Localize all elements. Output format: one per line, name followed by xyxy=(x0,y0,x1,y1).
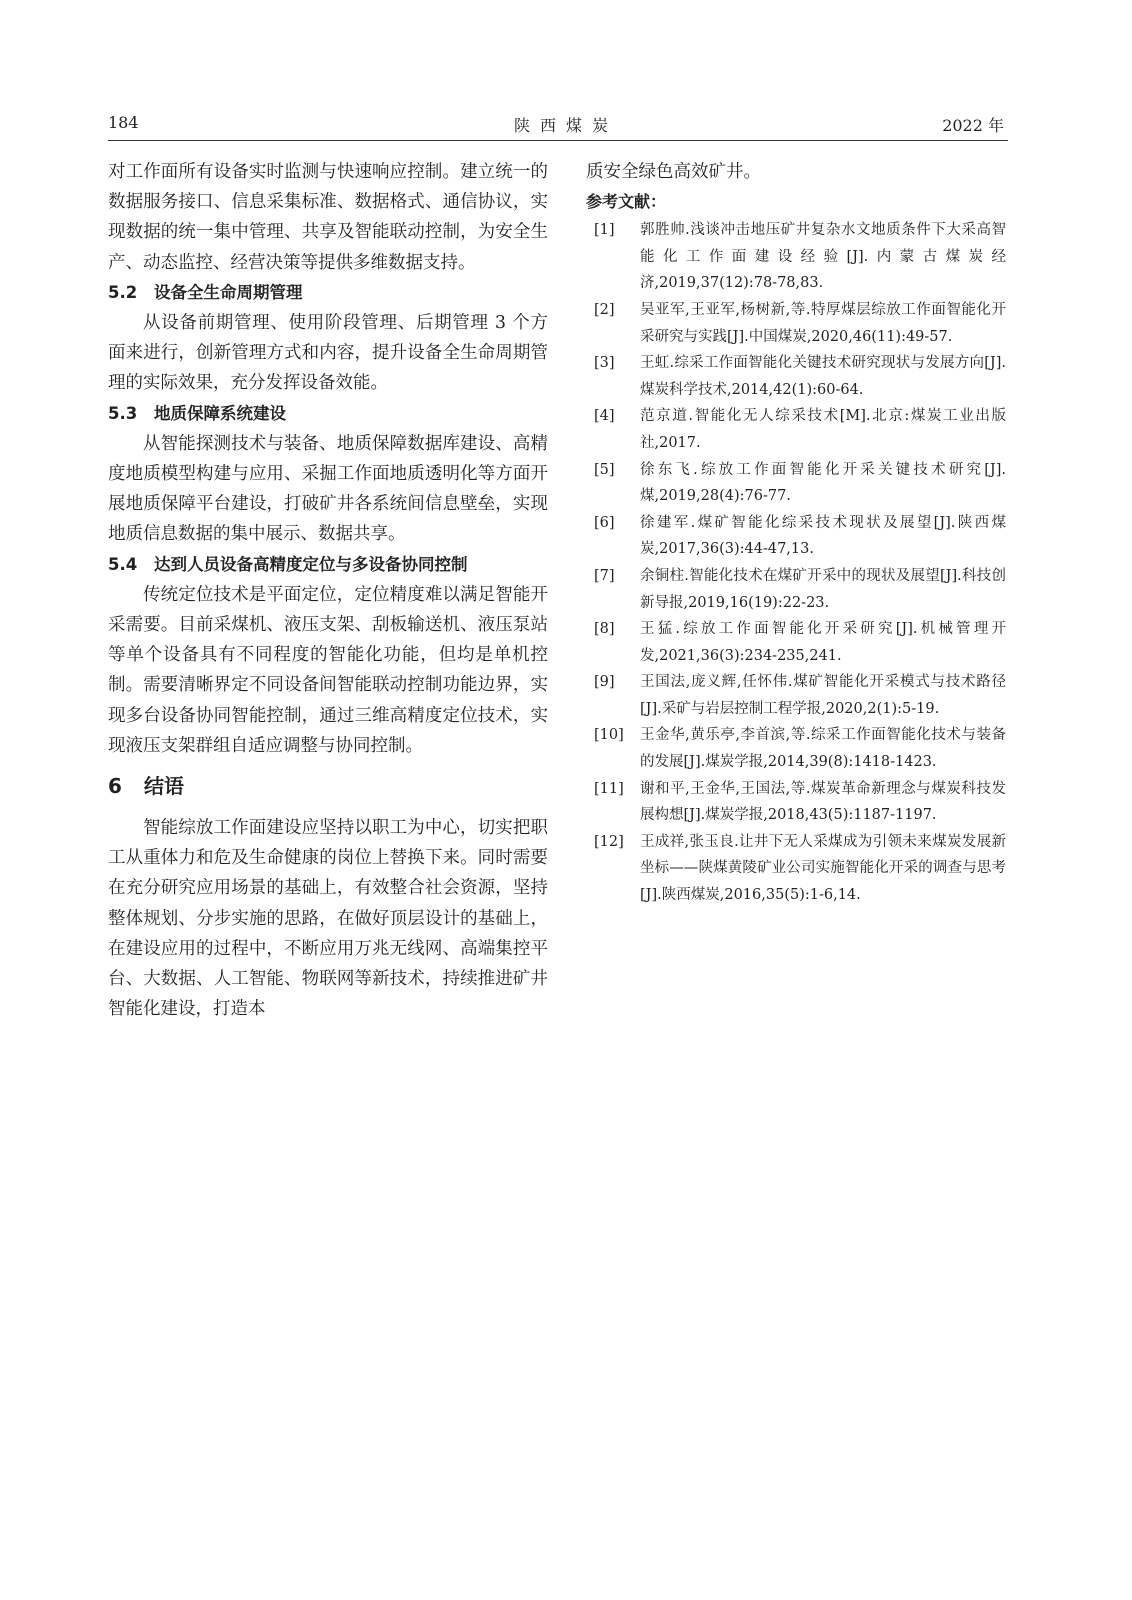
reference-text: 徐东飞.综放工作面智能化开采关键技术研究[J].煤,2019,28(4):76-77. xyxy=(640,461,1006,505)
section-6-heading xyxy=(108,769,548,803)
page-number: 184 xyxy=(108,113,139,132)
reference-text: 谢和平,王金华,王国法,等.煤炭革命新理念与煤炭科技发展构想[J].煤炭学报,2018,43(5):1187-1197. xyxy=(640,780,1006,824)
reference-item xyxy=(586,297,1006,350)
continued-paragraph: 质安全绿色高效矿井。 xyxy=(586,162,761,182)
reference-item xyxy=(586,669,1006,722)
section-title: 设备全生命周期管理 xyxy=(154,282,303,302)
journal-title: 陕西煤炭 xyxy=(513,116,618,135)
reference-number: [6] xyxy=(594,514,615,531)
reference-item xyxy=(586,829,1006,909)
reference-item xyxy=(586,510,1006,563)
intro-paragraph: 对工作面所有设备实时监测与快速响应控制。建立统一的数据服务接口、信息采集标准、数据格式、通信协议，实现数据的统一集中管理、共享及智能联动控制，为安全生产、动态监控、经营决策等提供多维数据支持。 xyxy=(108,162,548,273)
reference-text: 郭胜帅.浅谈冲击地压矿井复杂水文地质条件下大采高智能化工作面建设经验[J].内蒙古煤炭经济,2019,37(12):78-78,83. xyxy=(640,222,1006,292)
reference-item xyxy=(586,722,1006,775)
reference-text: 吴亚军,王亚军,杨树新,等.特厚煤层综放工作面智能化开采研究与实践[J].中国煤炭,2020,46(11):49-57. xyxy=(640,301,1006,345)
section-number: 5.3 xyxy=(108,403,138,423)
reference-text: 王虹.综采工作面智能化关键技术研究现状与发展方向[J].煤炭科学技术,2014,42(1):60-64. xyxy=(640,355,1006,398)
left-column xyxy=(108,157,548,1024)
section-title: 地质保障系统建设 xyxy=(154,403,286,423)
reference-item xyxy=(586,350,1006,403)
reference-number: [8] xyxy=(594,621,615,638)
reference-text: 余铜柱.智能化技术在煤矿开采中的现状及展望[J].科技创新导报,2019,16(19):22-23. xyxy=(640,567,1006,611)
reference-number: [9] xyxy=(594,674,615,691)
reference-item xyxy=(586,616,1006,669)
reference-text: 徐建军.煤矿智能化综采技术现状及展望[J].陕西煤炭,2017,36(3):44-47,13. xyxy=(640,514,1006,558)
reference-number: [3] xyxy=(594,355,615,372)
reference-text: 王国法,庞义辉,任怀伟.煤矿智能化开采模式与技术路径[J].采矿与岩层控制工程学报,2020,2(1):5-19. xyxy=(640,674,1006,717)
reference-number: [11] xyxy=(594,780,624,797)
reference-text: 王成祥,张玉良.让井下无人采煤成为引领未来煤炭发展新坐标——陕煤黄陵矿业公司实施智能化开采的调查与思考[J].陕西煤炭,2016,35(5):1-6,14. xyxy=(640,833,1006,904)
reference-number: [10] xyxy=(594,727,624,744)
section-title: 结语 xyxy=(144,774,184,799)
section-5-3-paragraph: 从智能探测技术与装备、地质保障数据库建设、高精度地质模型构建与应用、采掘工作面地质透明化等方面开展地质保障平台建设，打破矿井各系统间信息壁垒，实现地质信息数据的集中展示、数据共享。 xyxy=(108,433,548,545)
reference-text: 王猛.综放工作面智能化开采研究[J].机械管理开发,2021,36(3):234-235,241. xyxy=(640,621,1006,664)
section-5-2-paragraph: 从设备前期管理、使用阶段管理、后期管理 3 个方面来进行，创新管理方式和内容，提升设备全生命周期管理的实际效果，充分发挥设备效能。 xyxy=(108,313,548,394)
section-title: 达到人员设备高精度定位与多设备协同控制 xyxy=(154,554,468,574)
reference-item xyxy=(586,563,1006,616)
reference-number: [7] xyxy=(594,567,615,584)
reference-number: [12] xyxy=(594,833,624,850)
publication-year: 2022 年 xyxy=(942,116,1004,135)
conclusion-paragraph: 智能综放工作面建设应坚持以职工为中心，切实把职工从重体力和危及生命健康的岗位上替换下来。同时需要在充分研究应用场景的基础上，有效整合社会资源，坚持整体规划、分步实施的思路，在做好顶层设计的基础上，在建设应用的过程中，不断应用万兆无线网、高端集控平台、大数据、人工智能、物联网等新技术，持续推进矿井智能化建设，打造本 xyxy=(108,818,548,1020)
reference-list xyxy=(586,217,1006,908)
reference-number: [5] xyxy=(594,461,615,478)
reference-number: [1] xyxy=(594,222,615,239)
section-number: 6 xyxy=(108,774,122,799)
section-5-3-heading xyxy=(108,399,548,429)
section-number: 5.2 xyxy=(108,282,138,302)
references-heading: 参考文献： xyxy=(586,192,667,212)
reference-number: [2] xyxy=(594,301,615,318)
right-column xyxy=(586,157,1006,909)
reference-text: 王金华,黄乐亭,李首滨,等.综采工作面智能化技术与装备的发展[J].煤炭学报,2014,39(8):1418-1423. xyxy=(640,727,1006,771)
reference-item xyxy=(586,457,1006,510)
reference-number: [4] xyxy=(594,408,615,425)
section-number: 5.4 xyxy=(108,554,138,574)
header-rule xyxy=(108,140,1008,141)
section-5-4-heading xyxy=(108,550,548,580)
reference-item xyxy=(586,776,1006,829)
section-5-2-heading xyxy=(108,278,548,308)
reference-text: 范京道.智能化无人综采技术[M].北京:煤炭工业出版社,2017. xyxy=(640,408,1006,451)
section-5-4-paragraph: 传统定位技术是平面定位，定位精度难以满足智能开采需要。目前采煤机、液压支架、刮板输送机、液压泵站等单个设备具有不同程度的智能化功能，但均是单机控制。需要清晰界定不同设备间智能联动控制功能边界，实现多台设备协同智能控制，通过三维高精度定位技术，实现液压支架群组自适应调整与协同控制。 xyxy=(108,584,548,756)
reference-item xyxy=(586,403,1006,456)
reference-item xyxy=(586,217,1006,297)
